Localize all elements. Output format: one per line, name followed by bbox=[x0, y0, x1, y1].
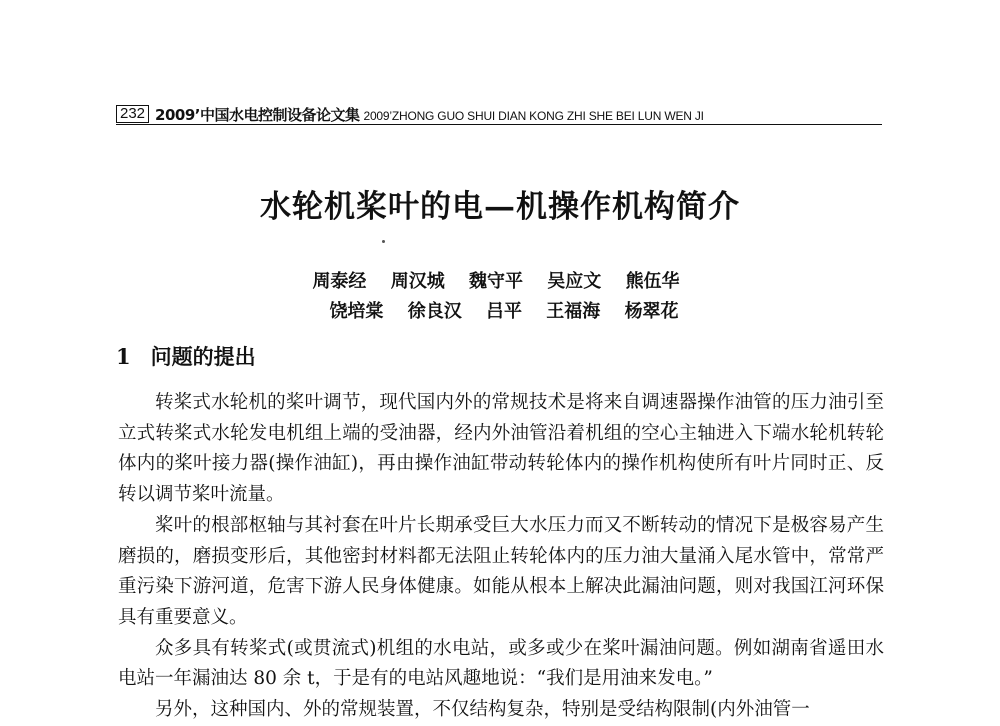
author-name: 周泰经 bbox=[312, 271, 367, 292]
section-heading bbox=[116, 342, 256, 372]
paper-title: 水轮机桨叶的电—机操作机构简介 bbox=[260, 189, 740, 225]
author-name: 饶培棠 bbox=[329, 301, 384, 322]
author-name: 杨翠花 bbox=[624, 301, 679, 322]
stray-dot bbox=[382, 240, 385, 243]
author-name: 吴应文 bbox=[547, 271, 602, 292]
running-header bbox=[116, 103, 882, 125]
page-number: 232 bbox=[116, 105, 149, 123]
paragraph: 另外，这种国内、外的常规装置，不仅结构复杂，特别是受结构限制(内外油管一 bbox=[155, 699, 810, 721]
paragraph: 众多具有转桨式(或贯流式)机组的水电站，或多或少在桨叶漏油问题。例如湖南省遥田水电站一年漏油达 80 余 t，于是有的电站风趣地说：“我们是用油来发电。” bbox=[118, 637, 884, 690]
author-name: 吕平 bbox=[486, 301, 522, 322]
author-line-1 bbox=[0, 270, 996, 294]
paragraph: 转桨式水轮机的桨叶调节，现代国内外的常规技术是将来自调速器操作油管的压力油引至立式转桨式水轮发电机组上端的受油器，经内外油管沿着机组的空心主轴进入下端水轮机转轮体内的桨叶接力器(操作油缸)，再由操作油缸带动转轮体内的操作机构使所有叶片同时正、反转以调节桨叶流量。 bbox=[118, 392, 884, 506]
journal-title-cn: 2009’中国水电控制设备论文集 bbox=[155, 106, 360, 124]
section-number: 1 bbox=[116, 344, 131, 369]
body-text bbox=[118, 388, 884, 726]
paragraph: 桨叶的根部枢轴与其衬套在叶片长期承受巨大水压力而又不断转动的情况下是极容易产生磨损的，磨损变形后，其他密封材料都无法阻止转轮体内的压力油大量涌入尾水管中，常常严重污染下游河道，危害下游人民身体健康。如能从根本上解决此漏油问题，则对我国江河环保具有重要意义。 bbox=[118, 514, 884, 628]
section-title: 问题的提出 bbox=[150, 344, 256, 369]
author-name: 魏守平 bbox=[469, 271, 523, 292]
author-name: 周汉城 bbox=[390, 271, 445, 292]
author-line-2 bbox=[4, 300, 1000, 324]
author-name: 熊伍华 bbox=[625, 271, 680, 292]
author-name: 徐良汉 bbox=[407, 301, 462, 322]
author-name: 王福海 bbox=[546, 301, 601, 322]
journal-title-en: 2009’ZHONG GUO SHUI DIAN KONG ZHI SHE BEI LUN WEN JI bbox=[363, 109, 704, 123]
